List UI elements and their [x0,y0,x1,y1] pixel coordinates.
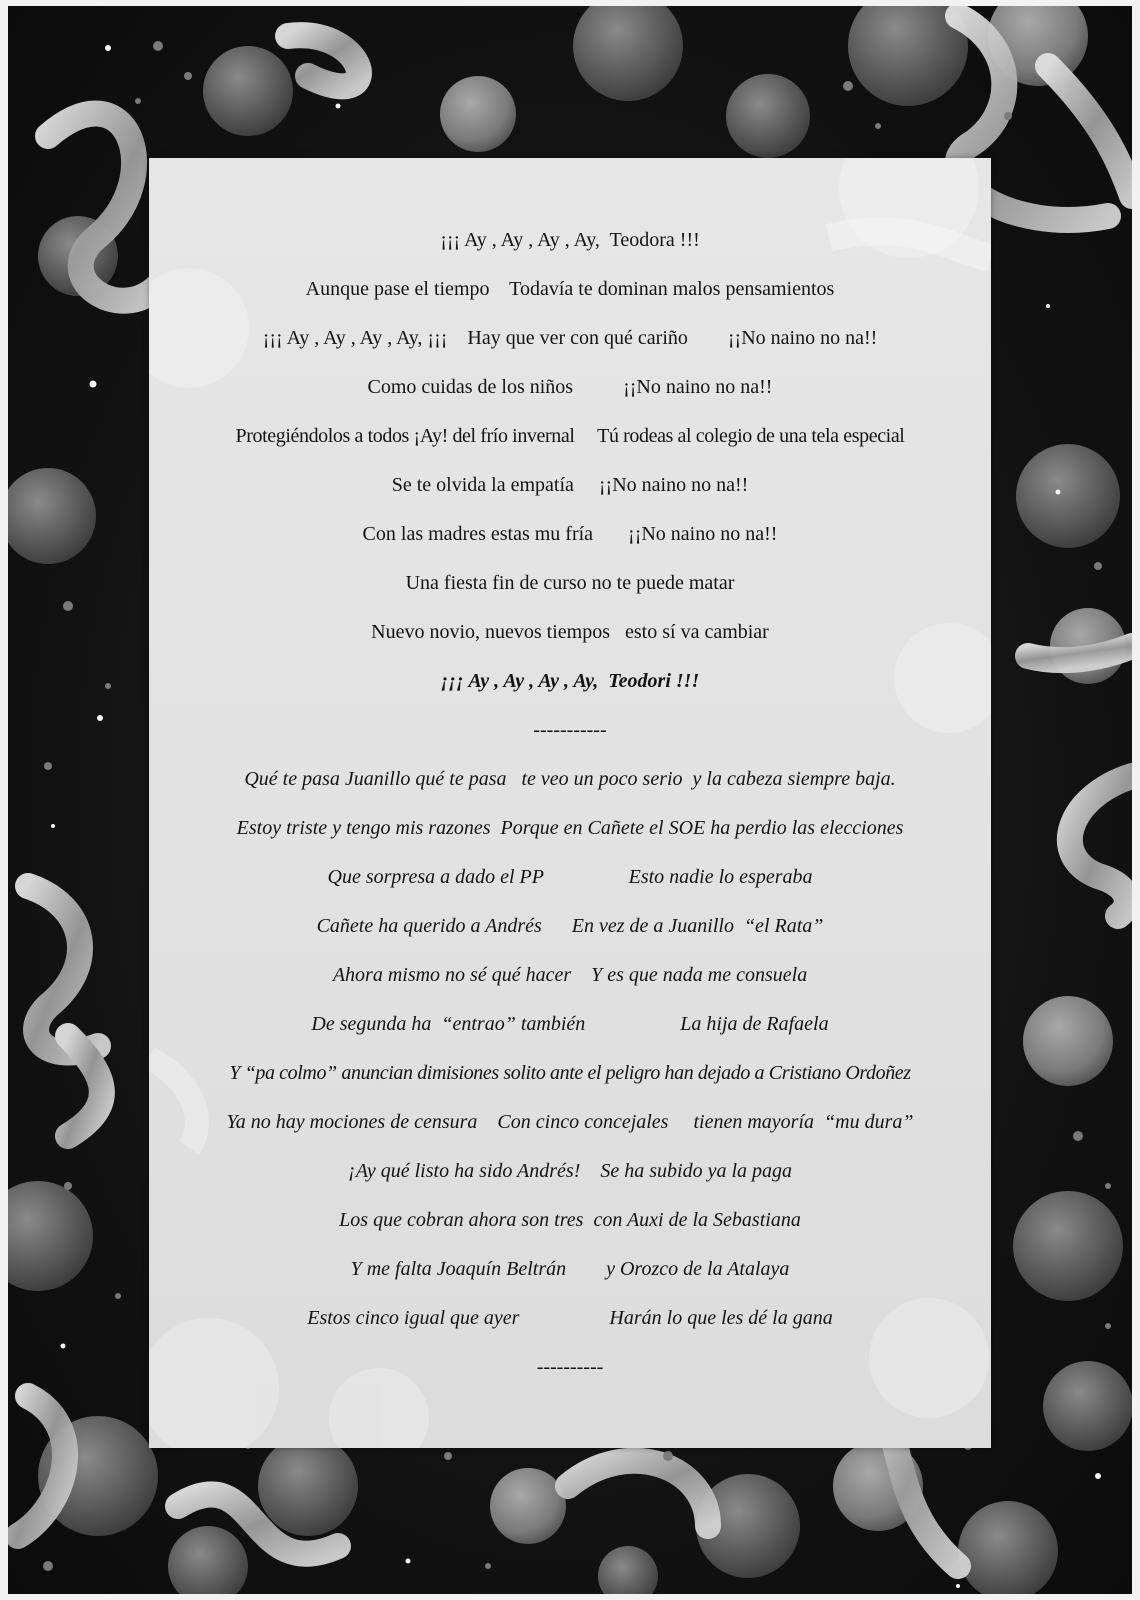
verse-line: Ya no hay mociones de censura Con cinco concejales tienen mayoría “mu dura” [226,1111,914,1133]
verse-line: Y “pa colmo” anuncian dimisiones solito ante el peligro han dejado a Cristiano Ordoñez [229,1062,911,1084]
verse-line: Se te olvida la empatía ¡¡No naino no na!! [391,474,749,496]
verse-line: Nuevo novio, nuevos tiempos esto sí va cambiar [371,621,769,643]
verse-line: Estoy triste y tengo mis razones Porque en Cañete el SOE ha perdio las elecciones [236,817,904,839]
section-separator: ----------- [533,719,607,741]
verse-line: Como cuidas de los niños ¡¡No naino no na!! [367,376,773,398]
verse-line: Los que cobran ahora son tres con Auxi de la Sebastiana [339,1209,801,1231]
verse-line: ¡¡¡ Ay , Ay , Ay , Ay, ¡¡¡ Hay que ver con qué cariño ¡¡No naino no na!! [262,327,878,349]
verse-line: Cañete ha querido a Andrés En vez de a Juanillo “el Rata” [316,915,824,937]
verse-line: Estos cinco igual que ayer Harán lo que les dé la gana [307,1307,833,1329]
verse-line: Ahora mismo no sé qué hacer Y es que nada me consuela [332,964,808,986]
verse-line: ¡Ay qué listo ha sido Andrés! Se ha subido ya la paga [347,1160,793,1182]
verse-line: Una fiesta fin de curso no te puede matar [405,572,735,594]
verse-line: Aunque pase el tiempo Todavía te dominan malos pensamientos [305,278,835,300]
page-background [8,6,1132,1594]
verse-line: ¡¡¡ Ay , Ay , Ay , Ay, Teodora !!! [440,229,700,251]
verse-line: Y me falta Joaquín Beltrán y Orozco de la Atalaya [350,1258,790,1280]
verse-line: De segunda ha “entrao” también La hija de Rafaela [311,1013,829,1035]
verse-line: Qué te pasa Juanillo qué te pasa te veo un poco serio y la cabeza siempre baja. [244,768,896,790]
verse-line: Con las madres estas mu fría ¡¡No naino no na!! [362,523,778,545]
section-separator: ---------- [536,1356,604,1378]
chorus-title: ¡¡¡ Ay , Ay , Ay , Ay, Teodori !!! [440,670,700,692]
verse-line: Protegiéndolos a todos ¡Ay! del frío invernal Tú rodeas al colegio de una tela especial [235,425,905,447]
poem [149,216,991,1392]
lyrics-sheet [149,158,991,1448]
verse-line: Que sorpresa a dado el PP Esto nadie lo esperaba [327,866,813,888]
